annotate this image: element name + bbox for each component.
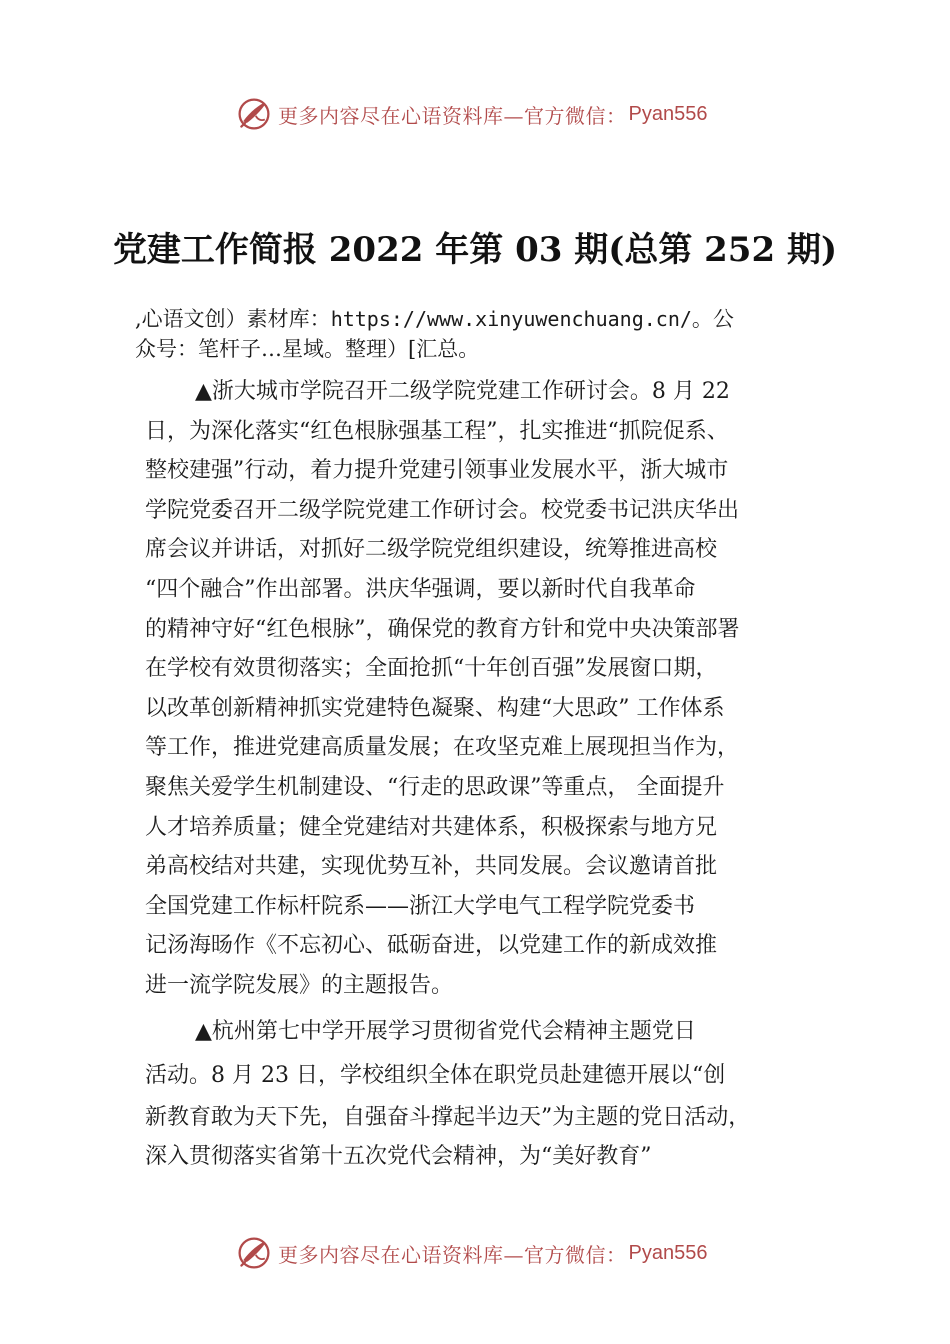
- paragraph-line: 席会议并讲话，对抓好二级学院党组织建设，统筹推进高校: [145, 537, 718, 563]
- paragraph-line: 学院党委召开二级学院党建工作研讨会。校党委书记洪庆华出: [145, 497, 740, 523]
- source-note-line-2: 众号：笔杆子…星域。整理）[汇总。: [135, 337, 480, 361]
- source-note-prefix: ,心语文创）素材库：: [135, 307, 331, 331]
- watermark-wechat-id: Pyan556: [628, 102, 708, 125]
- paragraph-line: 日，为深化落实“红色根脉强基工程”，扎实推进“抓院促系、: [145, 418, 729, 444]
- document-title: 党建工作简报 2022 年第 03 期(总第 252 期): [112, 230, 838, 270]
- pen-nib-logo-icon: [236, 96, 272, 132]
- paragraph-line: 深入贯彻落实省第十五次党代会精神，为“美好教育”: [145, 1144, 652, 1170]
- source-note-suffix: 。公: [691, 307, 734, 331]
- source-note-url: https://www.xinyuwenchuang.cn/: [330, 307, 692, 331]
- paragraph-line: 新教育敢为天下先，自强奋斗撑起半边天”为主题的党日活动，: [145, 1104, 751, 1130]
- paragraph-line: 聚焦关爱学生机制建设、“行走的思政课”等重点， 全面提升: [145, 774, 725, 800]
- paragraph-hangzhou-no7: [145, 1010, 835, 1177]
- paragraph-line: 的精神守好“红色根脉”，确保党的教育方针和党中央决策部署: [145, 616, 740, 642]
- pen-nib-logo-icon: [236, 1235, 272, 1271]
- paragraph-line: ▲杭州第七中学开展学习贯彻省党代会精神主题党日: [195, 1018, 696, 1044]
- paragraph-line: 弟高校结对共建，实现优势互补，共同发展。会议邀请首批: [145, 854, 718, 880]
- watermark-text: 更多内容尽在心语资料库—官方微信：: [278, 1242, 627, 1267]
- paragraph-line: 记汤海旸作《不忘初心、砥砺奋进，以党建工作的新成效推: [145, 933, 718, 959]
- paragraph-line: 以改革创新精神抓实党建特色凝聚、构建“大思政” 工作体系: [145, 695, 725, 721]
- paragraph-line: 等工作，推进党建高质量发展；在攻坚克难上展现担当作为，: [145, 735, 740, 761]
- watermark-text: 更多内容尽在心语资料库—官方微信：: [278, 103, 627, 128]
- header-watermark: [236, 94, 707, 134]
- paragraph-line: 人才培养质量；健全党建结对共建体系，积极探索与地方兄: [145, 814, 718, 840]
- footer-watermark: [236, 1233, 707, 1273]
- article-body: [145, 372, 835, 1177]
- source-note-line-1: [135, 304, 825, 334]
- paragraph-line: ▲浙大城市学院召开二级学院党建工作研讨会。8 月 22: [195, 379, 730, 404]
- source-note: [135, 304, 825, 364]
- paragraph-line: 进一流学院发展》的主题报告。: [145, 972, 454, 998]
- paragraph-line: 整校建强”行动，着力提升党建引领事业发展水平，浙大城市: [145, 458, 729, 484]
- paragraph-zucc-seminar: [145, 372, 835, 1006]
- watermark-wechat-id: Pyan556: [628, 1241, 708, 1264]
- paragraph-line: 在学校有效贯彻落实；全面抢抓“十年创百强”发展窗口期，: [145, 656, 718, 682]
- paragraph-line: “四个融合”作出部署。洪庆华强调，要以新时代自我革命: [145, 576, 696, 602]
- paragraph-line: 全国党建工作标杆院系——浙江大学电气工程学院党委书: [145, 893, 696, 919]
- paragraph-line: 活动。8 月 23 日，学校组织全体在职党员赴建德开展以“创: [145, 1062, 726, 1088]
